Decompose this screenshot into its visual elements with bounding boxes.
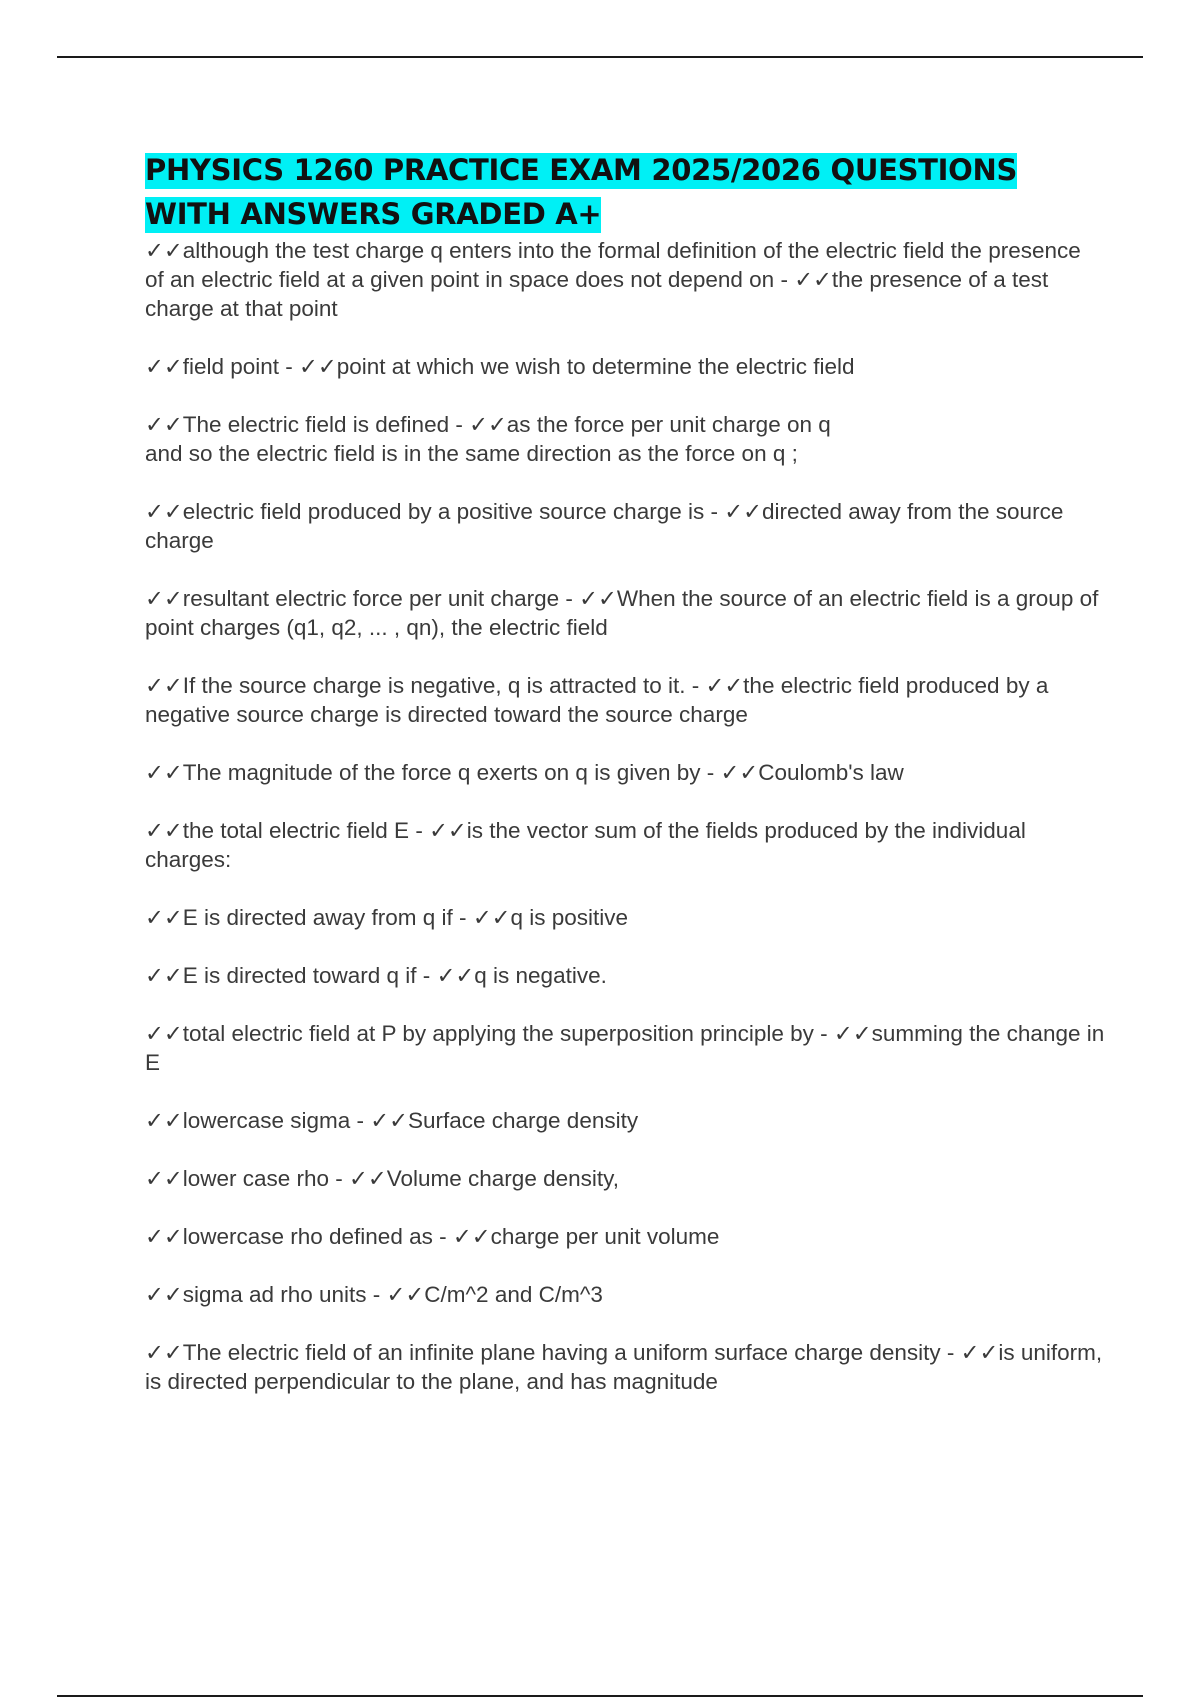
answer-text: ✓✓When the source of an electric field is a group of point charges (q1, q2, ... , qn), the electric field [145, 586, 1099, 640]
answer-text: ✓✓as the force per unit charge on q [469, 412, 831, 437]
qa-item [145, 1019, 1105, 1077]
question-text: ✓✓E is directed away from q if - [145, 905, 473, 930]
answer-text: ✓✓Coulomb's law [720, 760, 904, 785]
qa-item [145, 410, 1105, 468]
answer-text: ✓✓point at which we wish to determine the electric field [299, 354, 855, 379]
qa-item [145, 1222, 1105, 1251]
answer-text: ✓✓summing the change in E [145, 1021, 1105, 1075]
question-text: ✓✓the total electric field E - [145, 818, 430, 843]
document-title [145, 148, 1105, 236]
question-text: ✓✓lowercase rho defined as - [145, 1224, 453, 1249]
answer-text: ✓✓Surface charge density [370, 1108, 639, 1133]
question-text: ✓✓If the source charge is negative, q is attracted to it. - [145, 673, 706, 698]
qa-item [145, 671, 1105, 729]
question-text: ✓✓The magnitude of the force q exerts on q is given by - [145, 760, 721, 785]
question-text: ✓✓total electric field at P by applying the superposition principle by - [145, 1021, 834, 1046]
answer-text: ✓✓is the vector sum of the fields produced by the individual charges: [145, 818, 1026, 872]
qa-item [145, 1106, 1105, 1135]
qa-item [145, 497, 1105, 555]
answer-text: ✓✓Volume charge density, [349, 1166, 619, 1191]
footer-rule [57, 1695, 1143, 1697]
answer-text: ✓✓the presence of a test charge at that point [145, 267, 1049, 321]
document-body [145, 148, 1105, 1396]
question-text: ✓✓although the test charge q enters into the formal definition of the electric field the presence of an electric field at a given point in space does not depend on - [145, 238, 1081, 292]
title-line-2: WITH ANSWERS GRADED A+ [145, 197, 602, 231]
qa-item [145, 352, 1105, 381]
question-text: ✓✓E is directed toward q if - [145, 963, 437, 988]
qa-item [145, 816, 1105, 874]
question-text: ✓✓lowercase sigma - [145, 1108, 371, 1133]
answer-continuation: and so the electric field is in the same direction as the force on q ; [145, 441, 798, 466]
question-text: ✓✓electric field produced by a positive source charge is - [145, 499, 725, 524]
question-text: ✓✓sigma ad rho units - [145, 1282, 387, 1307]
answer-text: ✓✓directed away from the source charge [145, 499, 1064, 553]
answer-text: ✓✓q is positive [472, 905, 629, 930]
title-line-1: PHYSICS 1260 PRACTICE EXAM 2025/2026 QUESTIONS [145, 153, 1018, 187]
answer-text: ✓✓C/m^2 and C/m^3 [386, 1282, 603, 1307]
question-text: ✓✓field point - [145, 354, 300, 379]
answer-text: ✓✓the electric field produced by a negative source charge is directed toward the source charge [145, 673, 1049, 727]
answer-text: ✓✓is uniform, is directed perpendicular to the plane, and has magnitude [145, 1340, 1103, 1394]
qa-item [145, 236, 1105, 323]
qa-item [145, 758, 1105, 787]
header-rule [57, 56, 1143, 58]
question-text: ✓✓resultant electric force per unit charge - [145, 586, 580, 611]
qa-item [145, 584, 1105, 642]
question-text: ✓✓The electric field of an infinite plane having a uniform surface charge density - [145, 1340, 961, 1365]
qa-item [145, 961, 1105, 990]
question-text: ✓✓The electric field is defined - [145, 412, 470, 437]
qa-item [145, 1280, 1105, 1309]
answer-text: ✓✓charge per unit volume [452, 1224, 720, 1249]
answer-text: ✓✓q is negative. [436, 963, 607, 988]
qa-item [145, 1338, 1105, 1396]
question-text: ✓✓lower case rho - [145, 1166, 350, 1191]
qa-item [145, 903, 1105, 932]
qa-item [145, 1164, 1105, 1193]
